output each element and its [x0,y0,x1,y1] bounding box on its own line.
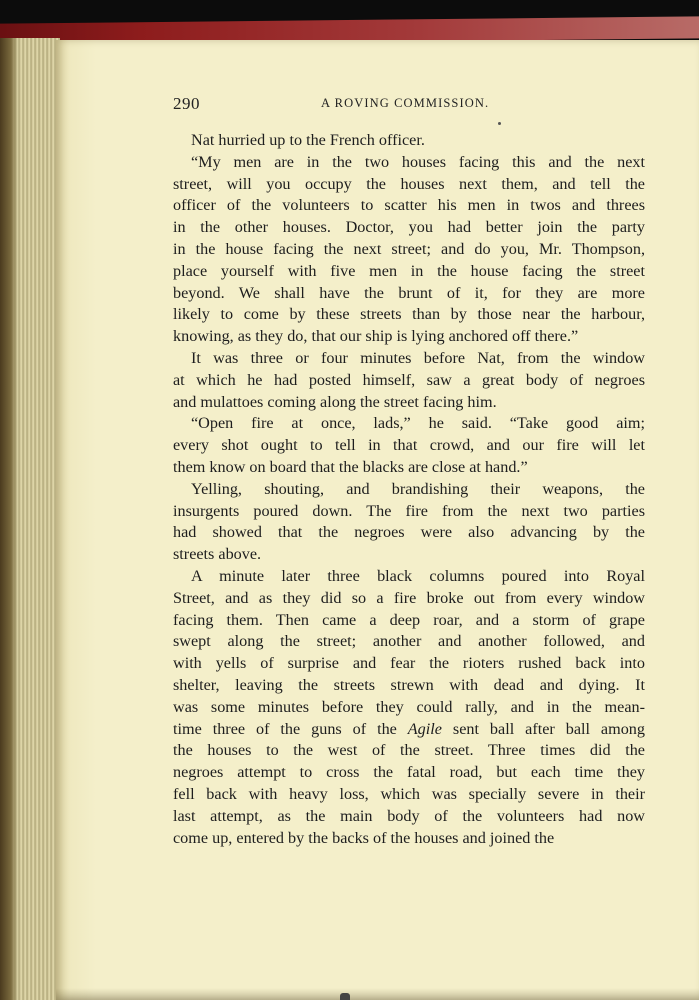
text-line: them know on board that the blacks are close at hand.” [173,457,528,476]
text-line: in the house facing the next street; and do you, Mr. Thompson, [173,239,645,258]
thumb-shadow [340,993,350,1000]
text-line: every shot ought to tell in that crowd, and our fire will let [173,436,645,455]
paragraph [173,413,645,478]
text-line: “Open fire at once, lads,” he said. “Take good aim; [191,414,645,433]
text-line: A minute later three black columns poured into Royal [191,566,645,585]
text-line: was some minutes before they could rally, and in the mean- [173,697,645,716]
text-line: It was three or four minutes before Nat, from the window [191,348,645,367]
text-line: streets above. [173,545,262,564]
text-line: shelter, leaving the streets strewn with dead and dying. It [173,675,645,694]
body-text [173,130,645,849]
binding-shadow [0,38,18,1000]
page-bottom-shadow [56,988,699,1000]
text-line: and mulattoes coming along the street facing him. [173,392,497,411]
text-line: insurgents poured down. The fire from the next two parties [173,501,645,520]
text-line: place yourself with five men in the house facing the street [173,261,645,280]
page-header [173,94,645,114]
text-line: had showed that the negroes were also advancing by the [173,523,645,542]
text-line: negroes attempt to cross the fatal road, but each time they [173,763,645,782]
text-line: time three of the guns of the Agile sent ball after ball among [173,719,645,738]
page-number: 290 [173,94,200,113]
text-line: street, will you occupy the houses next them, and tell the [173,174,645,193]
text-line: knowing, as they do, that our ship is lying anchored off there.” [173,327,579,346]
paragraph [173,479,645,566]
text-line: “My men are in the two houses facing this and the next [191,152,645,171]
text-line: last attempt, as the main body of the volunteers had now [173,806,645,825]
text-line: Yelling, shouting, and brandishing their weapons, the [191,479,645,498]
text-line: the houses to the west of the street. Three times did the [173,741,645,760]
text-line: beyond. We shall have the brunt of it, for they are more [173,283,645,302]
text-line: swept along the street; another and another followed, and [173,632,645,651]
text-line: Street, and as they did so a fire broke out from every window [173,588,645,607]
text-line: likely to come by these streets than by those near the harbour, [173,305,645,324]
paragraph [173,152,645,348]
running-head: A ROVING COMMISSION. [321,96,490,110]
text-line: with yells of surprise and fear the rioters rushed back into [173,654,645,673]
paragraph [173,566,645,849]
text-line: fell back with heavy loss, which was specially severe in their [173,784,645,803]
text-line: in the other houses. Doctor, you had better join the party [173,218,645,237]
text-line: at which he had posted himself, saw a great body of negroes [173,370,645,389]
paragraph [173,348,645,413]
text-line: come up, entered by the backs of the houses and joined the [173,828,555,847]
ink-speck [498,122,501,125]
text-line: officer of the volunteers to scatter his men in twos and threes [173,196,645,215]
paragraph [173,130,645,152]
text-line: facing them. Then came a deep roar, and a storm of grape [173,610,645,629]
text-line: Nat hurried up to the French officer. [191,131,425,149]
